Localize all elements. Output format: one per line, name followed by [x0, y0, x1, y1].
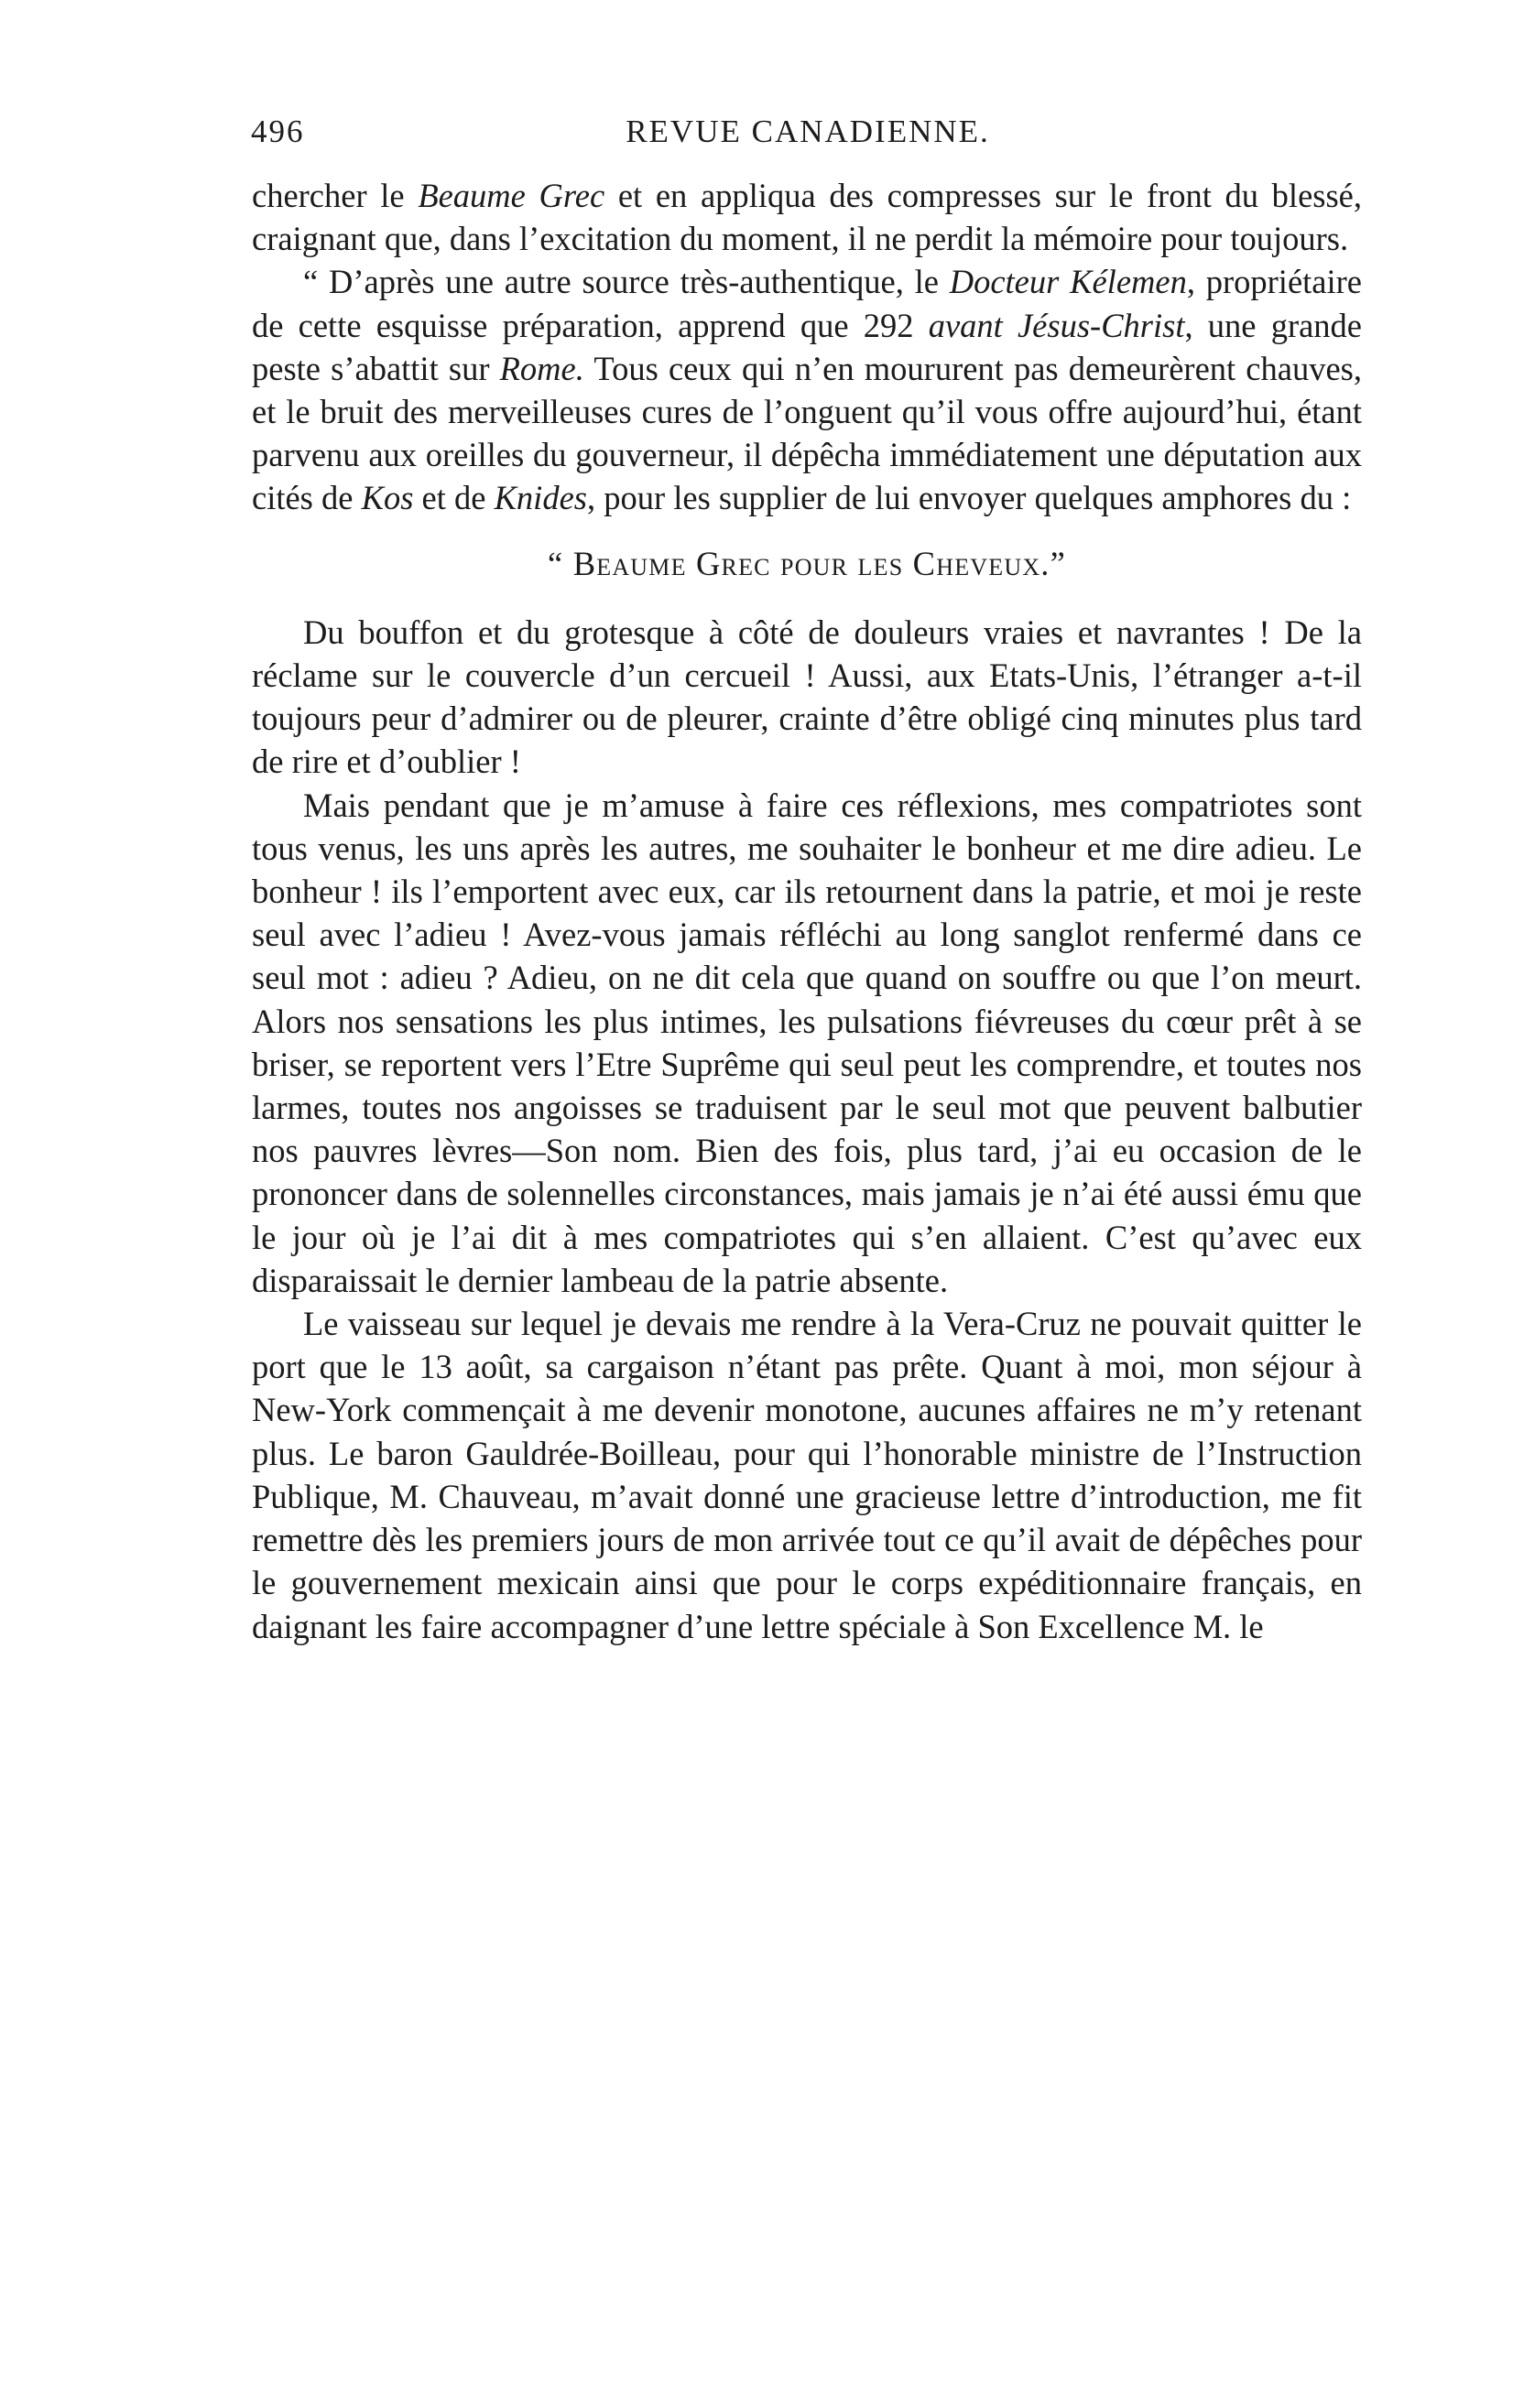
running-header — [249, 114, 1366, 159]
text-run: et de — [413, 479, 495, 517]
page-number: 496 — [251, 114, 305, 149]
text-run: “ D’après une autre source très-authentique, le — [303, 263, 950, 301]
text-run: chercher le — [252, 177, 419, 214]
text-run: , pour les supplier de lui envoyer quelques amphores du : — [586, 479, 1352, 517]
paragraph-2 — [252, 260, 1362, 519]
text-run: et en appliqua des compresses sur le front du blessé, craignant que, dans l’excitation du moment, il ne perdit la mémoire pour toujours. — [252, 177, 1363, 258]
italic-run: Kos — [361, 479, 414, 517]
advertisement-heading: “ Beaume Grec pour les Cheveux.” — [547, 544, 1067, 582]
paragraph-4: Du bouffon et du grotesque à côté de douleurs vraies et navrantes ! De la réclame sur le couvercle d’un cercueil ! Aussi, aux Etats-Unis, l’étranger a-t-il toujours peur d’admirer ou de pleurer, crainte d’être obligé cinq minutes plus tard de rire et d’oublier ! — [252, 613, 1362, 781]
italic-run: Docteur Kélemen — [949, 263, 1187, 301]
paragraph-5: Mais pendant que je m’amuse à faire ces réflexions, mes compatriotes sont tous venus, les uns après les autres, me souhaiter le bonheur et me dire adieu. Le bonheur ! ils l’emportent avec eux, car ils retournent dans la patrie, et moi je reste seul avec l’adieu ! Avez-vous jamais réfléchi au long sanglot renfermé dans ce seul mot : adieu ? Adieu, on ne dit cela que quand on souffre ou que l’on meurt. Alors nos sensations les plus intimes, les pulsations fiévreuses du cœur prêt à se briser, se reportent vers l’Etre Suprême qui seul peut les comprendre, et toutes nos larmes, toutes nos angoisses se traduisent par le seul mot que peuvent balbutier nos pauvres lèvres—Son nom. Bien des fois, plus tard, j’ai eu occasion de le prononcer dans de solennelles circonstances, mais jamais je n’ai été aussi ému que le jour où je l’ai dit à mes compatriotes qui s’en allaient. C’est qu’avec eux disparaissait le dernier lambeau de la patrie absente. — [252, 786, 1362, 1299]
italic-run: avant Jésus-Christ — [928, 306, 1185, 344]
paragraph-6: Le vaisseau sur lequel je devais me rendre à la Vera-Cruz ne pouvait quitter le port que le 13 août, sa cargaison n’étant pas prête. Quant à moi, mon séjour à New-York commençait à me devenir monotone, aucunes affaires ne m’y retenant plus. Le baron Gauldrée-Boilleau, pour qui l’honorable ministre de l’Instruction Publique, M. Chauveau, m’avait donné une gracieuse lettre d’introduction, me fit remettre dès les premiers jours de mon arrivée tout ce qu’il avait de dépêches pour le gouvernement mexicain ainsi que pour le corps expéditionnaire français, en daignant les faire accompagner d’une lettre spéciale à Son Excellence M. le — [252, 1305, 1362, 1645]
italic-run: Beaume Grec — [418, 177, 605, 214]
paragraph-1 — [252, 174, 1362, 260]
italic-run: Knides — [494, 479, 587, 517]
running-title: REVUE CANADIENNE. — [626, 114, 990, 149]
text-run: Tous ceux qui n’en moururent pas demeurèrent chauves, et le bruit des merveilleuses cures de l’onguent qu’il vous offre aujourd’hui, étant parvenu aux oreilles du gouverneur, il dépêcha immédiatement une députation aux cités de — [252, 349, 1362, 517]
text-run: , propriétaire de cette esquisse préparation, apprend que 292 — [252, 263, 1362, 344]
text-run: , une grande peste s’abattit sur — [252, 306, 1363, 387]
body-text — [252, 174, 1362, 1648]
italic-run: Rome. — [499, 349, 584, 387]
